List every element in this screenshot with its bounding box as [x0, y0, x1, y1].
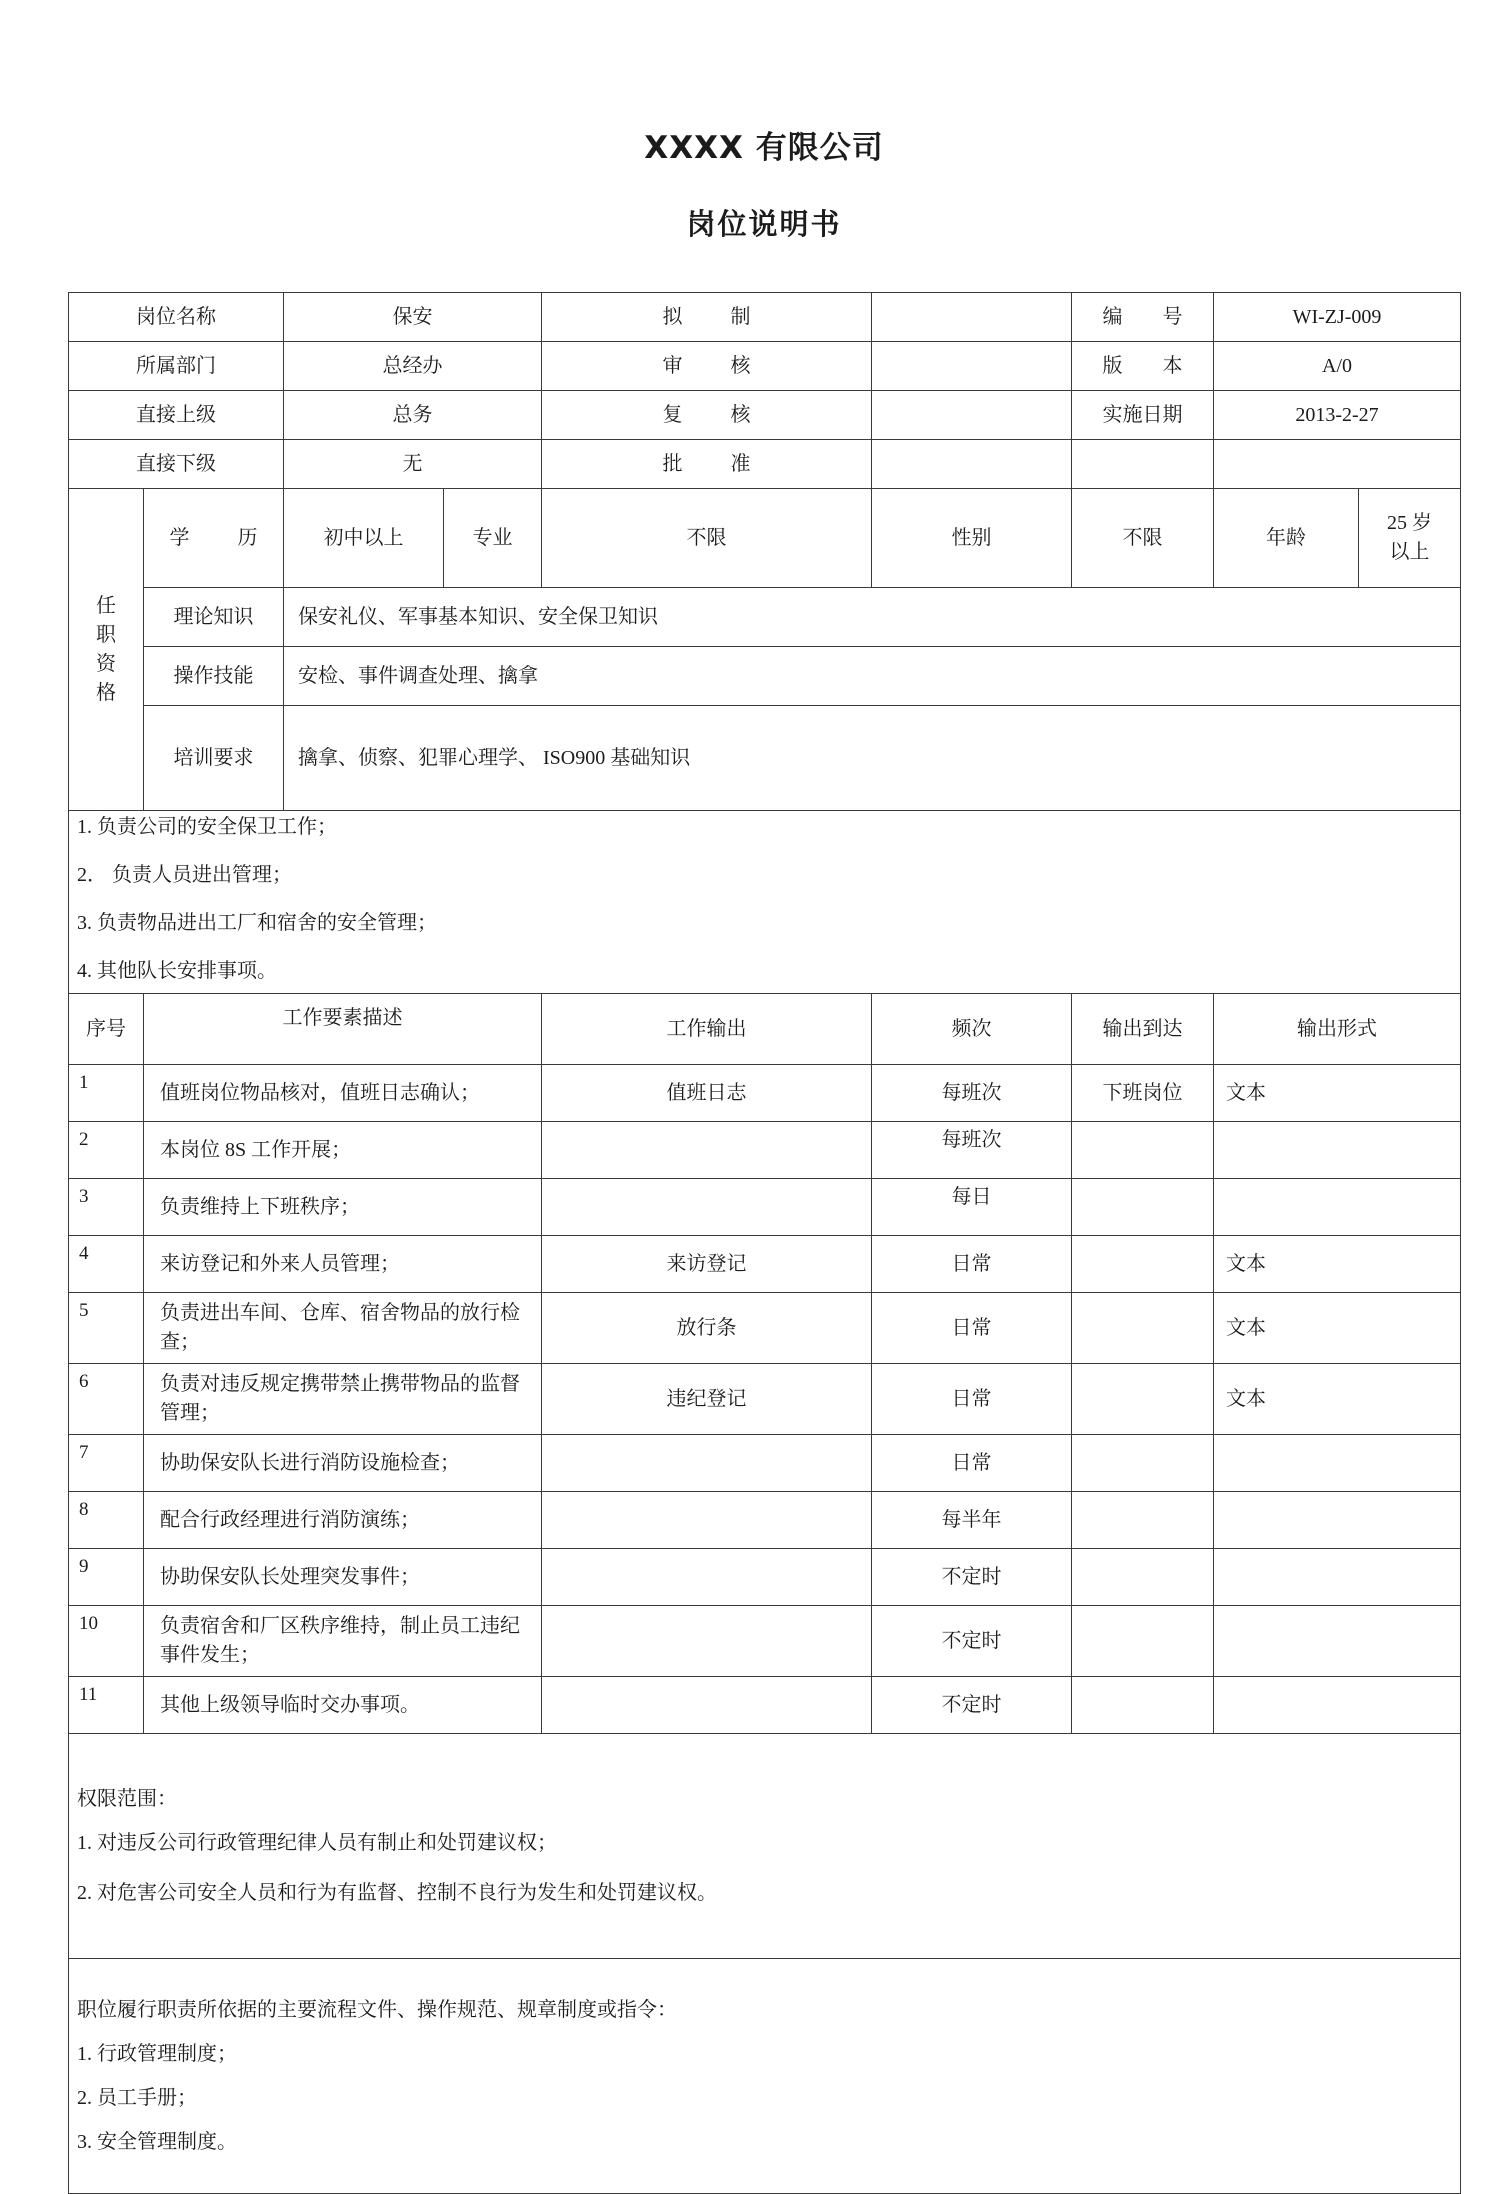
task-frequency: 不定时: [872, 1606, 1072, 1677]
header-row-department: [69, 342, 1461, 391]
task-form: 文本: [1214, 1364, 1461, 1435]
task-description: 值班岗位物品核对，值班日志确认；: [144, 1065, 542, 1122]
task-destination: [1072, 1236, 1214, 1293]
task-seq: 11: [69, 1677, 144, 1734]
table-row: [69, 1606, 1461, 1677]
task-output: [542, 1122, 872, 1179]
gender-value: 不限: [1072, 489, 1214, 588]
task-frequency: 每半年: [872, 1492, 1072, 1549]
header-value-number: WI-ZJ-009: [1214, 293, 1461, 342]
header-value-approve: [872, 440, 1072, 489]
qualification-row-education: [69, 489, 1461, 588]
duty-item-4: 4. 其他队长安排事项。: [77, 960, 277, 982]
header-label-superior: 直接上级: [69, 391, 284, 440]
references-item-1: 1. 行政管理制度；: [77, 2043, 237, 2065]
task-output: 来访登记: [542, 1236, 872, 1293]
task-frequency: 每班次: [872, 1122, 1072, 1179]
task-frequency: 日常: [872, 1364, 1072, 1435]
header-row-superior: [69, 391, 1461, 440]
task-frequency: 每日: [872, 1179, 1072, 1236]
header-label-number: 编 号: [1072, 293, 1214, 342]
header-value-subordinate: 无: [284, 440, 542, 489]
task-header-form: 输出形式: [1214, 994, 1461, 1065]
qualification-label-char-4: 格: [96, 681, 116, 704]
task-table-header-row: [69, 994, 1461, 1065]
task-frequency: 日常: [872, 1435, 1072, 1492]
task-seq: 5: [69, 1293, 144, 1364]
header-row-subordinate: [69, 440, 1461, 489]
task-seq: 10: [69, 1606, 144, 1677]
references-title: 职位履行职责所依据的主要流程文件、操作规范、规章制度或指令：: [77, 1999, 677, 2021]
task-form: [1214, 1435, 1461, 1492]
task-frequency: 不定时: [872, 1549, 1072, 1606]
task-form: [1214, 1677, 1461, 1734]
duties-row: [69, 811, 1461, 994]
task-seq: 7: [69, 1435, 144, 1492]
task-description: 协助保安队长进行消防设施检查；: [144, 1435, 542, 1492]
task-form: [1214, 1606, 1461, 1677]
task-header-frequency: 频次: [872, 994, 1072, 1065]
task-destination: [1072, 1179, 1214, 1236]
task-description: 配合行政经理进行消防演练；: [144, 1492, 542, 1549]
task-output: [542, 1677, 872, 1734]
task-frequency: 不定时: [872, 1677, 1072, 1734]
header-value-department: 总经办: [284, 342, 542, 391]
table-row: [69, 1677, 1461, 1734]
task-output: [542, 1179, 872, 1236]
table-row: [69, 1236, 1461, 1293]
duties-block: [69, 811, 1461, 994]
header-label-review: 审 核: [542, 342, 872, 391]
header-label-subordinate: 直接下级: [69, 440, 284, 489]
table-row: [69, 1492, 1461, 1549]
task-seq: 6: [69, 1364, 144, 1435]
age-value-line2: 以上: [1389, 541, 1430, 563]
header-label-department: 所属部门: [69, 342, 284, 391]
header-row-position: [69, 293, 1461, 342]
task-description: 本岗位 8S 工作开展；: [144, 1122, 542, 1179]
authority-row: [69, 1734, 1461, 1959]
header-label-drafted: 拟 制: [542, 293, 872, 342]
task-output: [542, 1606, 872, 1677]
header-value-blank: [1214, 440, 1461, 489]
qualification-section-label: [69, 489, 144, 811]
header-value-position: 保安: [284, 293, 542, 342]
header-value-version: A/0: [1214, 342, 1461, 391]
skill-value: 安检、事件调查处理、擒拿: [284, 647, 1461, 706]
company-title: XXXX 有限公司: [644, 130, 884, 166]
task-description: 负责对违反规定携带禁止携带物品的监督管理；: [144, 1364, 542, 1435]
task-destination: [1072, 1122, 1214, 1179]
duty-item-3: 3. 负责物品进出工厂和宿舍的安全管理；: [77, 912, 437, 934]
header-value-effective-date: 2013-2-27: [1214, 391, 1461, 440]
task-destination: [1072, 1364, 1214, 1435]
task-output: [542, 1435, 872, 1492]
task-description: 来访登记和外来人员管理；: [144, 1236, 542, 1293]
task-destination: [1072, 1677, 1214, 1734]
qualification-row-skill: [69, 647, 1461, 706]
header-value-recheck: [872, 391, 1072, 440]
qualification-label-char-3: 资: [96, 652, 116, 675]
task-frequency: 每班次: [872, 1065, 1072, 1122]
task-seq: 4: [69, 1236, 144, 1293]
age-value: [1359, 489, 1461, 588]
task-header-destination: 输出到达: [1072, 994, 1214, 1065]
task-description: 协助保安队长处理突发事件；: [144, 1549, 542, 1606]
duty-item-2: 2． 负责人员进出管理；: [77, 864, 292, 886]
major-label: 专业: [444, 489, 542, 588]
task-output: 值班日志: [542, 1065, 872, 1122]
task-description: 其他上级领导临时交办事项。: [144, 1677, 542, 1734]
task-output: [542, 1549, 872, 1606]
header-value-superior: 总务: [284, 391, 542, 440]
qualification-label-char-2: 职: [96, 623, 116, 646]
task-destination: 下班岗位: [1072, 1065, 1214, 1122]
job-description-table: [68, 292, 1461, 2194]
task-seq: 1: [69, 1065, 144, 1122]
task-form: [1214, 1122, 1461, 1179]
task-description: 负责维持上下班秩序；: [144, 1179, 542, 1236]
task-description: 负责进出车间、仓库、宿舍物品的放行检查；: [144, 1293, 542, 1364]
authority-block: [69, 1734, 1461, 1959]
authority-item-1: 1. 对违反公司行政管理纪律人员有制止和处罚建议权；: [77, 1832, 557, 1854]
authority-item-2: 2. 对危害公司安全人员和行为有监督、控制不良行为发生和处罚建议权。: [77, 1882, 717, 1904]
table-row: [69, 1065, 1461, 1122]
task-seq: 9: [69, 1549, 144, 1606]
header-label-position: 岗位名称: [69, 293, 284, 342]
task-frequency: 日常: [872, 1293, 1072, 1364]
age-label: 年龄: [1214, 489, 1359, 588]
task-form: 文本: [1214, 1236, 1461, 1293]
duty-item-1: 1. 负责公司的安全保卫工作；: [77, 816, 337, 838]
training-value: 擒拿、侦察、犯罪心理学、 ISO900 基础知识: [284, 706, 1461, 811]
task-output: 放行条: [542, 1293, 872, 1364]
task-form: 文本: [1214, 1293, 1461, 1364]
task-form: [1214, 1179, 1461, 1236]
task-destination: [1072, 1606, 1214, 1677]
page-title: 岗位说明书: [686, 207, 842, 242]
major-value: 不限: [542, 489, 872, 588]
age-value-line1: 25 岁: [1387, 512, 1432, 534]
task-seq: 3: [69, 1179, 144, 1236]
table-row: [69, 1549, 1461, 1606]
document-titles: [68, 130, 1460, 242]
header-label-approve: 批 准: [542, 440, 872, 489]
task-output: 违纪登记: [542, 1364, 872, 1435]
header-label-effective-date: 实施日期: [1072, 391, 1214, 440]
skill-label: 操作技能: [144, 647, 284, 706]
header-label-version: 版 本: [1072, 342, 1214, 391]
theory-label: 理论知识: [144, 588, 284, 647]
references-item-2: 2. 员工手册；: [77, 2087, 197, 2109]
task-header-output: 工作输出: [542, 994, 872, 1065]
header-value-review: [872, 342, 1072, 391]
task-destination: [1072, 1293, 1214, 1364]
task-destination: [1072, 1435, 1214, 1492]
qualification-row-theory: [69, 588, 1461, 647]
task-seq: 8: [69, 1492, 144, 1549]
qualification-label-char-1: 任: [96, 594, 116, 617]
task-form: [1214, 1549, 1461, 1606]
theory-value: 保安礼仪、军事基本知识、安全保卫知识: [284, 588, 1461, 647]
task-frequency: 日常: [872, 1236, 1072, 1293]
training-label: 培训要求: [144, 706, 284, 811]
table-row: [69, 1293, 1461, 1364]
authority-title: 权限范围：: [77, 1788, 177, 1810]
education-value: 初中以上: [284, 489, 444, 588]
task-destination: [1072, 1492, 1214, 1549]
references-item-3: 3. 安全管理制度。: [77, 2131, 237, 2153]
task-output: [542, 1492, 872, 1549]
table-row: [69, 1364, 1461, 1435]
table-row: [69, 1179, 1461, 1236]
task-destination: [1072, 1549, 1214, 1606]
table-row: [69, 1435, 1461, 1492]
table-row: [69, 1122, 1461, 1179]
references-block: [69, 1959, 1461, 2194]
task-seq: 2: [69, 1122, 144, 1179]
task-description: 负责宿舍和厂区秩序维持，制止员工违纪事件发生；: [144, 1606, 542, 1677]
task-form: 文本: [1214, 1065, 1461, 1122]
education-label: 学 历: [144, 489, 284, 588]
task-form: [1214, 1492, 1461, 1549]
task-header-seq: 序号: [69, 994, 144, 1065]
references-row: [69, 1959, 1461, 2194]
gender-label: 性别: [872, 489, 1072, 588]
task-header-description: 工作要素描述: [144, 994, 542, 1065]
header-label-blank: [1072, 440, 1214, 489]
qualification-row-training: [69, 706, 1461, 811]
header-label-recheck: 复 核: [542, 391, 872, 440]
header-value-drafted: [872, 293, 1072, 342]
